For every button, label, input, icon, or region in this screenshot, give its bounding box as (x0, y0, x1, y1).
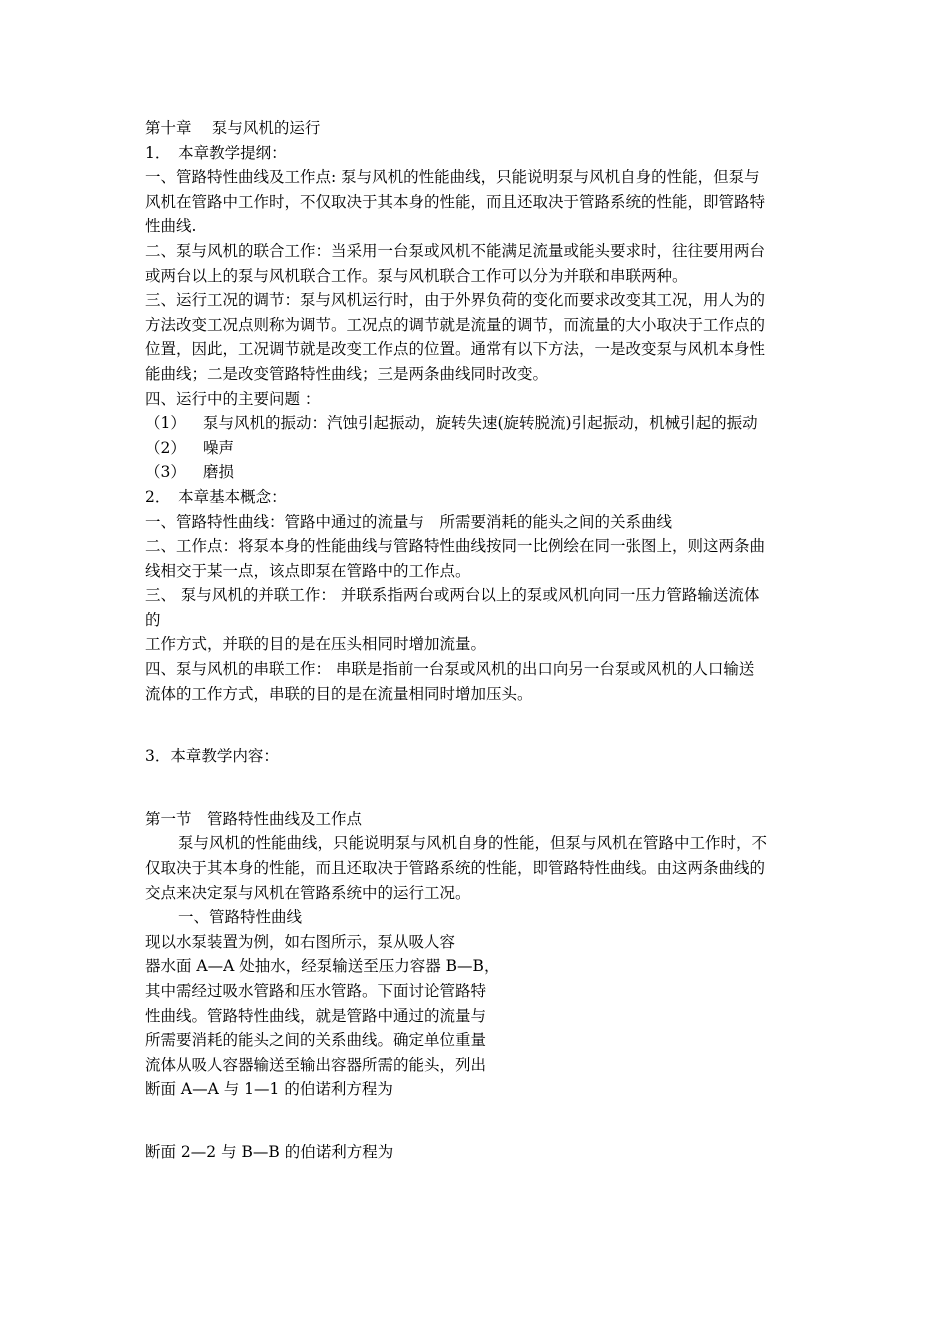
text-line: 位置，因此，工况调节就是改变工作点的位置。通常有以下方法，一是改变泵与风机本身性 (145, 340, 766, 359)
text-line: 四、泵与风机的串联工作： 串联是指前一台泵或风机的出口向另一台泵或风机的人口输送 (145, 660, 755, 679)
sub-heading: 一、管路特性曲线 (178, 908, 303, 927)
text-line: 断面 2—2 与 B—B 的伯诺利方程为 (145, 1142, 394, 1161)
text-line: 工作方式，并联的目的是在压头相同时增加流量。 (145, 635, 487, 654)
text-line: 一、管路特性曲线及工作点: 泵与风机的性能曲线，只能说明泵与风机自身的性能，但泵与 (145, 168, 760, 187)
text-line: 的 (145, 610, 161, 629)
text-line: 方法改变工况点则称为调节。工况点的调节就是流量的调节，而流量的大小取决于工作点的 (145, 315, 766, 334)
text-line: 三、运行工况的调节：泵与风机运行时，由于外界负荷的变化而要求改变其工况，用人为的 (145, 291, 766, 310)
text-line: 所需要消耗的能头之间的关系曲线。确定单位重量 (145, 1031, 487, 1050)
problem-list (145, 411, 810, 485)
outline-paragraph-4: 四、运行中的主要问题 ： (145, 389, 321, 408)
section-heading-concepts: 2． 本章基本概念： (145, 487, 287, 506)
list-item-text: 泵与风机的振动：汽蚀引起振动，旋转失速(旋转脱流)引起振动，机械引起的振动 (203, 414, 758, 433)
list-item (145, 436, 810, 461)
text-line: 现以水泵装置为例，如右图所示，泵从吸人容 (145, 932, 456, 951)
text-line: 泵与风机的性能曲线，只能说明泵与风机自身的性能，但泵与风机在管路中工作时，不 (178, 834, 768, 853)
outline-paragraph-2 (145, 239, 810, 288)
text-line: 二、泵与风机的联合工作：当采用一台泵或风机不能满足流量或能头要求时，往往要用两台 (145, 241, 766, 260)
text-line: 性曲线. (145, 217, 197, 236)
section-heading-content: 3．本章教学内容： (145, 747, 279, 766)
text-line: 能曲线；二是改变管路特性曲线；三是两条曲线同时改变。 (145, 364, 549, 383)
text-line: 二、工作点：将泵本身的性能曲线与管路特性曲线按同一比例绘在同一张图上，则这两条曲 (145, 537, 766, 556)
outline-paragraph-3 (145, 288, 810, 386)
list-item-number: （3） (145, 463, 186, 482)
concept-4 (145, 657, 810, 706)
list-item (145, 460, 810, 485)
text-line: 流体从吸人容器输送至输出容器所需的能头，列出 (145, 1055, 487, 1074)
text-line: 其中需经过吸水管路和压水管路。下面讨论管路特 (145, 982, 487, 1000)
text-line: 交点来决定泵与风机在管路系统中的运行工况。 (145, 883, 471, 902)
list-item-text: 磨损 (203, 463, 235, 482)
text-line: 或两台以上的泵与风机联合工作。泵与风机联合工作可以分为并联和串联两种。 (145, 266, 688, 285)
text-line: 风机在管路中工作时，不仅取决于其本身的性能，而且还取决于管路系统的性能，即管路特 (145, 192, 766, 211)
list-item (145, 411, 810, 436)
list-item-number: （1） (145, 414, 186, 433)
text-line: 线相交于某一点，该点即泵在管路中的工作点。 (145, 561, 471, 580)
subsection-intro (145, 831, 810, 905)
concept-1: 一、管路特性曲线：管路中通过的流量与 所需要消耗的能头之间的关系曲线 (145, 512, 673, 531)
spacer (145, 769, 810, 807)
text-line: 三、 泵与风机的并联工作： 并联系指两台或两台以上的泵或风机向同一压力管路输送流体 (145, 586, 760, 605)
spacer (145, 1102, 810, 1140)
outline-paragraph-1 (145, 165, 810, 239)
text-line: 器水面 A—A 处抽水，经泵输送至压力容器 B—B， (145, 957, 500, 976)
subsection-body (145, 930, 525, 1102)
document-body (145, 116, 810, 1165)
text-line: 流体的工作方式，串联的目的是在流量相同时增加压头。 (145, 684, 533, 703)
chapter-title: 第十章 泵与风机的运行 (145, 119, 321, 137)
spacer (145, 706, 810, 744)
section-heading-outline: 1． 本章教学提纲： (145, 143, 287, 162)
concept-2 (145, 534, 810, 583)
text-line: 仅取决于其本身的性能，而且还取决于管路系统的性能，即管路特性曲线。由这两条曲线的 (145, 859, 766, 878)
text-line: 性曲线。管路特性曲线，就是管路中通过的流量与 (145, 1006, 487, 1025)
list-item-text: 噪声 (203, 438, 235, 457)
concept-3 (145, 583, 810, 657)
subsection-heading: 第一节 管路特性曲线及工作点 (145, 809, 363, 828)
list-item-number: （2） (145, 438, 186, 457)
text-line: 断面 A—A 与 1—1 的伯诺利方程为 (145, 1080, 393, 1099)
